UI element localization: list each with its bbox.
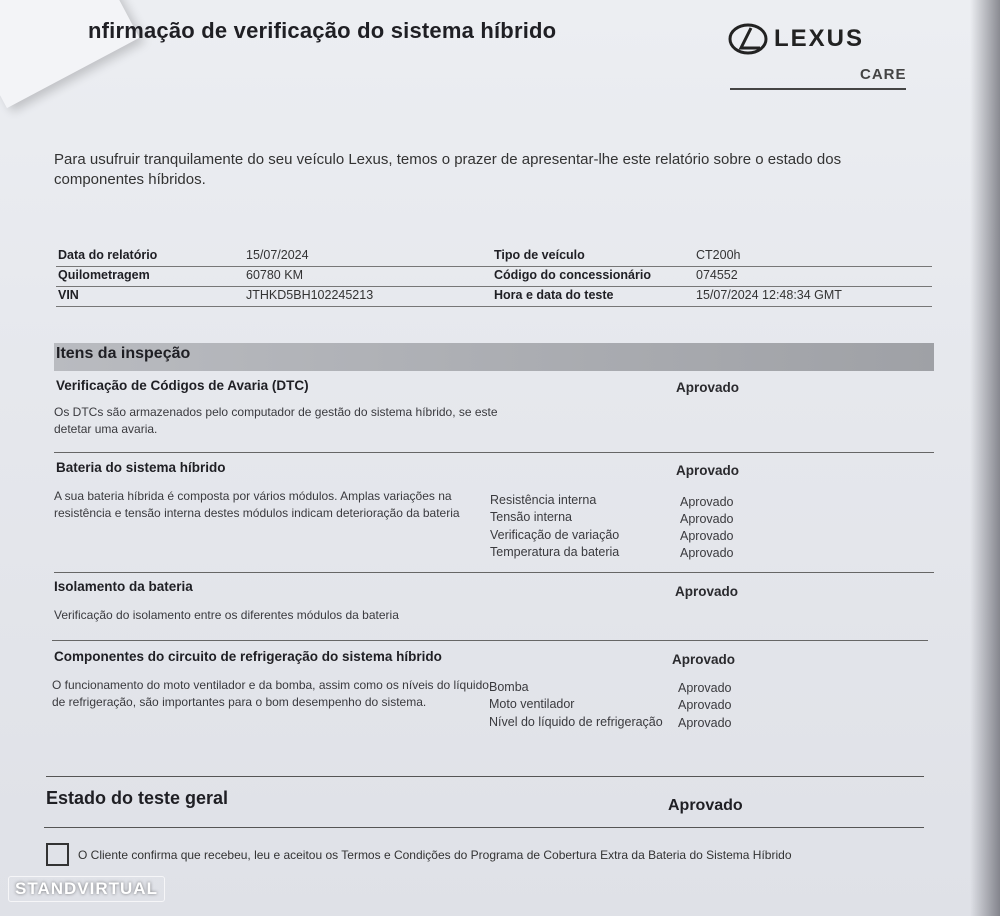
item-desc-line: detetar uma avaria. [54, 422, 158, 436]
subcheck-result: Aprovado [678, 681, 732, 695]
consent-text: O Cliente confirma que recebeu, leu e aceitou os Termos e Condições do Programa de Cobertura Extra da Bateria do Sistema Híbrido [78, 848, 792, 862]
subcheck-name: Resistência interna [490, 493, 597, 507]
divider [54, 452, 934, 453]
info-value: 15/07/2024 12:48:34 GMT [696, 288, 842, 302]
subcheck-name: Tensão interna [490, 510, 573, 524]
item-title-dtc: Verificação de Códigos de Avaria (DTC) [56, 378, 309, 393]
brand-underline [730, 88, 906, 90]
item-desc-line: A sua bateria híbrida é composta por vários módulos. Amplas variações na [54, 489, 452, 503]
item-desc-line: Verificação do isolamento entre os diferentes módulos da bateria [54, 608, 399, 622]
subcheck-result: Aprovado [680, 529, 734, 543]
item-title-cooling: Componentes do circuito de refrigeração do sistema híbrido [54, 649, 442, 664]
document-title: nfirmação de verificação do sistema híbrido [88, 18, 557, 43]
info-value: CT200h [696, 248, 741, 262]
item-status-battery: Aprovado [676, 463, 740, 478]
item-desc-line: Os DTCs são armazenados pelo computador de gestão do sistema híbrido, se este [54, 405, 498, 419]
brand-subtitle: CARE [860, 66, 907, 83]
subcheck-result: Aprovado [680, 546, 734, 560]
item-status-insulation: Aprovado [675, 584, 739, 599]
divider [44, 827, 924, 828]
info-label: Código do concessionário [494, 268, 651, 282]
subcheck-result: Aprovado [680, 495, 734, 509]
lexus-logo-icon [728, 22, 768, 56]
subcheck-name: Moto ventilador [489, 697, 575, 711]
overall-title: Estado do teste geral [46, 788, 229, 808]
info-row-vin [56, 286, 932, 307]
folded-corner [0, 0, 139, 108]
subcheck-name: Temperatura da bateria [490, 545, 620, 559]
item-desc-line: resistência e tensão interna destes módulos indicam deterioração da bateria [54, 506, 460, 520]
subcheck-result: Aprovado [678, 716, 732, 730]
brand-block [728, 22, 908, 92]
item-title-insulation: Isolamento da bateria [54, 579, 193, 594]
edge-shadow [970, 0, 1000, 916]
info-label: Hora e data do teste [494, 288, 614, 302]
info-value: 074552 [696, 268, 738, 282]
subcheck-name: Nível do líquido de refrigeração [489, 715, 663, 729]
section-title: Itens da inspeção [56, 345, 191, 362]
info-value: 60780 KM [246, 268, 303, 282]
item-desc-line: O funcionamento do moto ventilador e da bomba, assim como os níveis do líquido [52, 678, 489, 692]
divider [52, 640, 928, 641]
item-desc-line: de refrigeração, são importantes para o bom desempenho do sistema. [52, 695, 427, 709]
item-status-cooling: Aprovado [672, 652, 736, 667]
divider [54, 572, 934, 573]
info-label: Quilometragem [58, 268, 150, 282]
info-value: JTHKD5BH102245213 [246, 288, 374, 302]
intro-text: Para usufruir tranquilamente do seu veículo Lexus, temos o prazer de apresentar-lhe este relatório sobre o estado dos componentes híbridos. [54, 151, 842, 188]
info-label: Data do relatório [58, 248, 158, 262]
item-status-dtc: Aprovado [676, 380, 740, 395]
overall-status: Aprovado [668, 797, 743, 814]
info-row-date [56, 246, 932, 267]
item-title-battery: Bateria do sistema híbrido [56, 460, 226, 475]
inspection-section-header [54, 343, 934, 371]
info-label: VIN [58, 288, 79, 302]
subcheck-result: Aprovado [678, 698, 732, 712]
subcheck-result: Aprovado [680, 512, 734, 526]
subcheck-name: Bomba [489, 680, 529, 694]
brand-logo [728, 22, 908, 56]
brand-name: LEXUS [774, 25, 865, 52]
subcheck-name: Verificação de variação [490, 528, 620, 542]
info-label: Tipo de veículo [494, 248, 585, 262]
watermark-logo: STANDVIRTUAL [8, 876, 165, 902]
divider [46, 776, 924, 777]
consent-checkbox[interactable] [46, 843, 69, 866]
info-row-mileage [56, 266, 932, 287]
info-value: 15/07/2024 [246, 248, 309, 262]
